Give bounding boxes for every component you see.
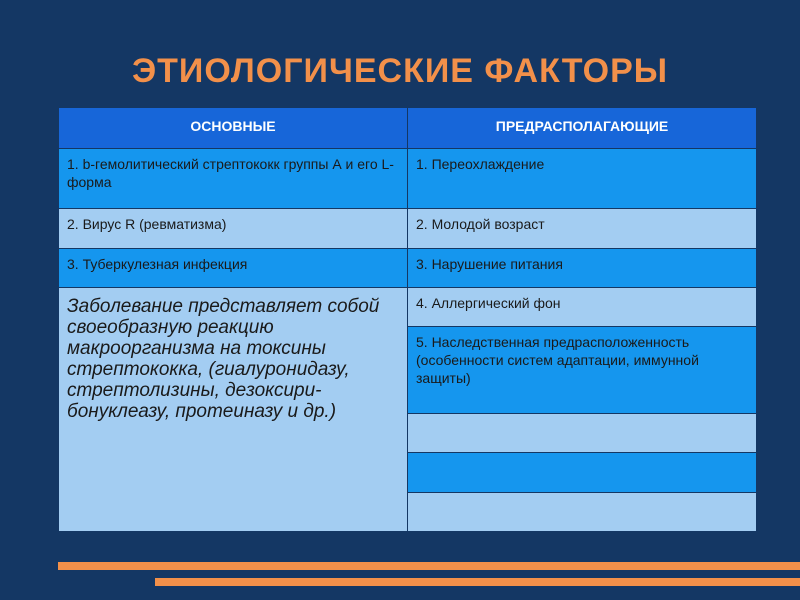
predisposing-factor-2: 2. Молодой возраст — [408, 209, 756, 248]
main-factor-3: 3. Туберкулезная инфекция — [59, 249, 407, 287]
predisposing-factor-4: 4. Аллергический фон — [408, 288, 756, 326]
slide-title: ЭТИОЛОГИЧЕСКИЕ ФАКТОРЫ — [131, 52, 669, 90]
empty-row-6 — [408, 414, 756, 452]
header-main: ОСНОВНЫЕ — [59, 108, 407, 148]
predisposing-factor-5: 5. Наследственная предрасположенность (особенности систем адаптации, иммунной защиты) — [408, 327, 756, 413]
predisposing-factor-3: 3. Нарушение питания — [408, 249, 756, 287]
empty-row-7 — [408, 453, 756, 492]
decorative-stripe-top — [58, 562, 800, 570]
main-factor-2: 2. Вирус R (ревматизма) — [59, 209, 407, 248]
header-predisposing: ПРЕДРАСПОЛАГАЮЩИЕ — [408, 108, 756, 148]
decorative-stripe-bottom — [155, 578, 800, 586]
main-factor-1: 1. b-гемолитический стрептококк группы А и его L-форма — [59, 149, 407, 208]
pathogenesis-note: Заболевание представляет собой своеобразную реакцию макроорганизма на токсины стрептококка, (гиалуронидазу, стрептолизины, дезоксири-бонуклеазу, протеиназу и др.) — [59, 288, 407, 531]
predisposing-factor-1: 1. Переохлаждение — [408, 149, 756, 208]
empty-row-8 — [408, 493, 756, 531]
